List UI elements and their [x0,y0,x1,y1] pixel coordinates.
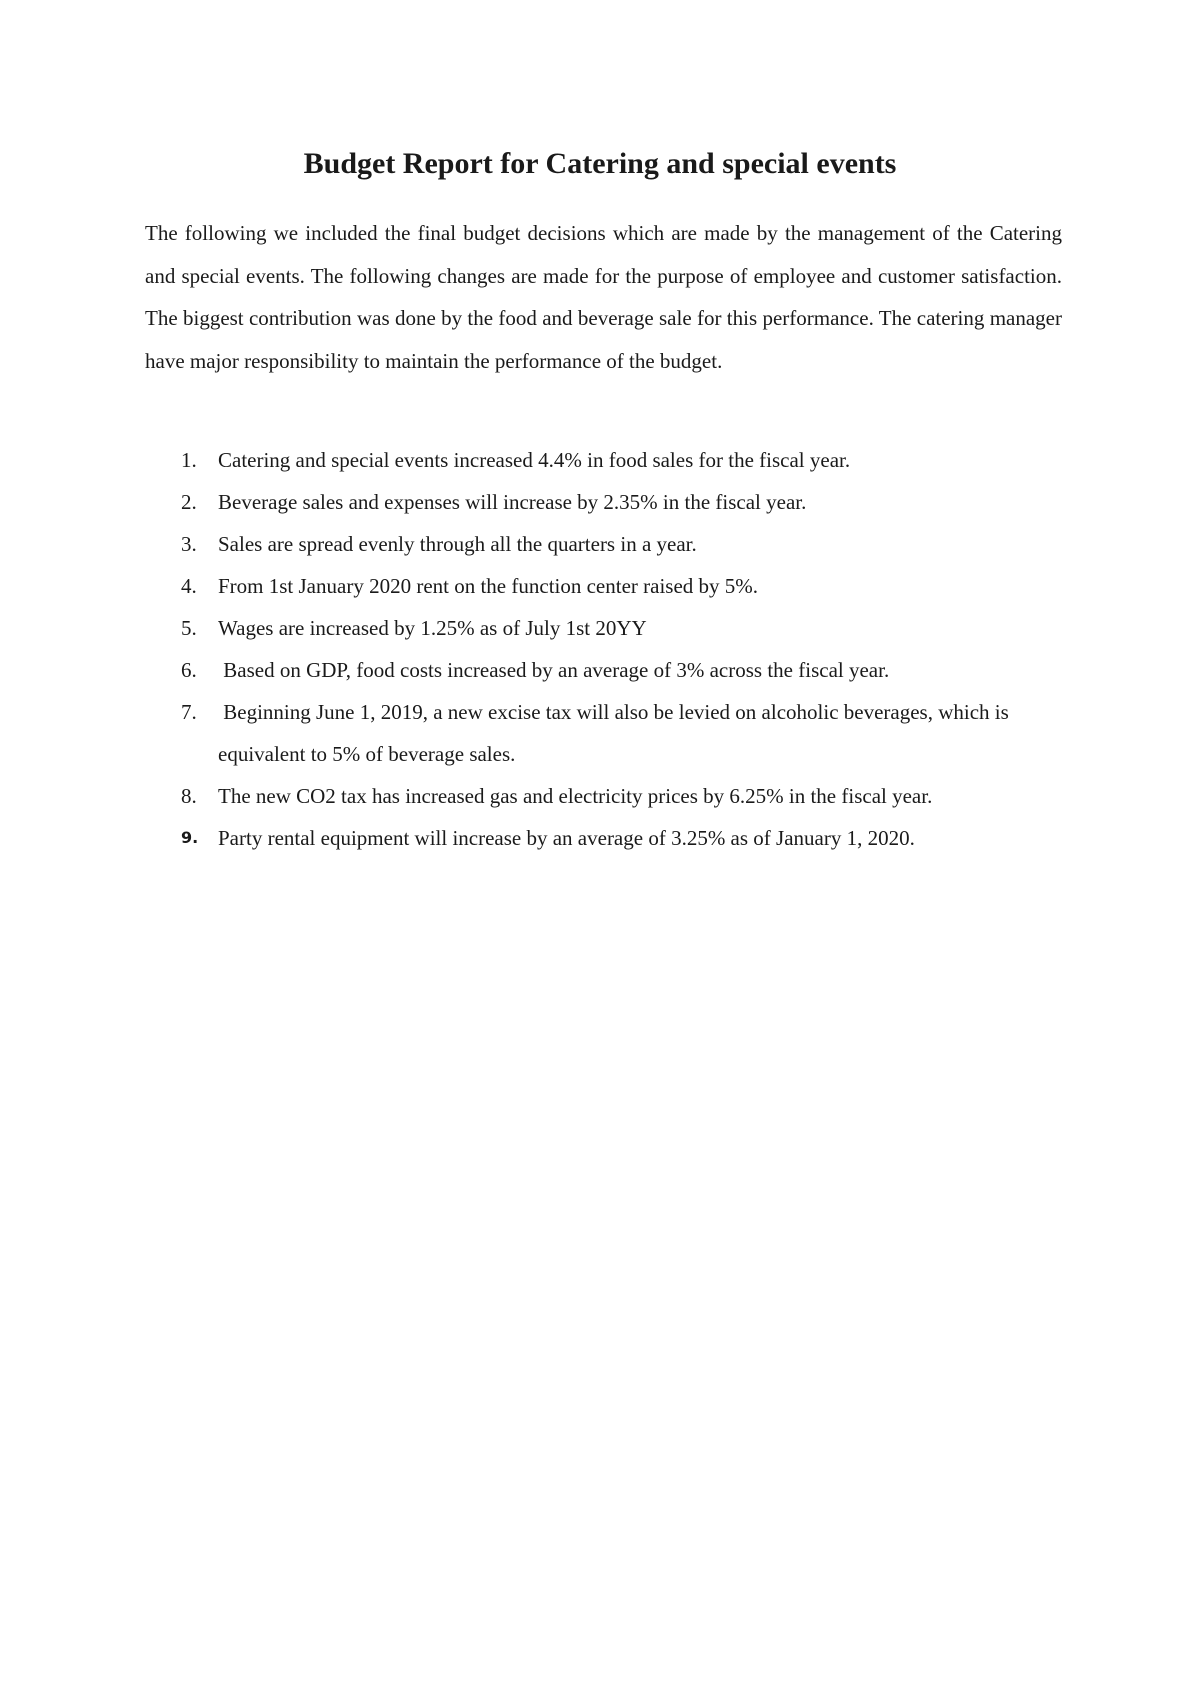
list-item-text: Beverage sales and expenses will increase by 2.35% in the fiscal year. [218,490,807,514]
intro-paragraph: The following we included the final budget decisions which are made by the management of the Catering and special events. The following changes are made for the purpose of employee and customer satisfaction. The biggest contribution was done by the food and beverage sale for this performance. The catering manager have major responsibility to maintain the performance of the budget. [145,221,1062,373]
list-item-text: Sales are spread evenly through all the quarters in a year. [218,532,697,556]
list-item [145,565,1062,607]
list-item [145,649,1062,691]
list-item-number: 9. [181,828,199,847]
list-item [145,817,1062,859]
list-item-number: 8. [181,784,197,808]
list-item-text: Wages are increased by 1.25% as of July 1st 20YY [218,616,647,640]
document-title: Budget Report for Catering and special events [303,147,897,180]
list-item-text: The new CO2 tax has increased gas and electricity prices by 6.25% in the fiscal year. [218,784,933,808]
list-item [145,439,1062,481]
list-item-number: 3. [181,532,197,556]
list-item [145,481,1062,523]
list-item-number: 7. [181,700,197,724]
list-item [145,607,1062,649]
list-item-text: Catering and special events increased 4.4% in food sales for the fiscal year. [218,448,851,472]
list-item-number: 4. [181,574,197,598]
list-item-text: From 1st January 2020 rent on the function center raised by 5%. [218,574,759,598]
list-item-text: Party rental equipment will increase by an average of 3.25% as of January 1, 2020. [218,826,915,850]
list-item-text: Beginning June 1, 2019, a new excise tax will also be levied on alcoholic beverages, which is equivalent to 5% of beverage sales. [218,700,1015,766]
list-item-number: 6. [181,658,197,682]
list-item [145,523,1062,565]
budget-changes-list [145,439,1062,859]
list-item-text: Based on GDP, food costs increased by an average of 3% across the fiscal year. [218,658,890,682]
list-item [145,691,1062,775]
list-item-number: 5. [181,616,197,640]
list-item-number: 1. [181,448,197,472]
list-item-number: 2. [181,490,197,514]
list-item [145,775,1062,817]
